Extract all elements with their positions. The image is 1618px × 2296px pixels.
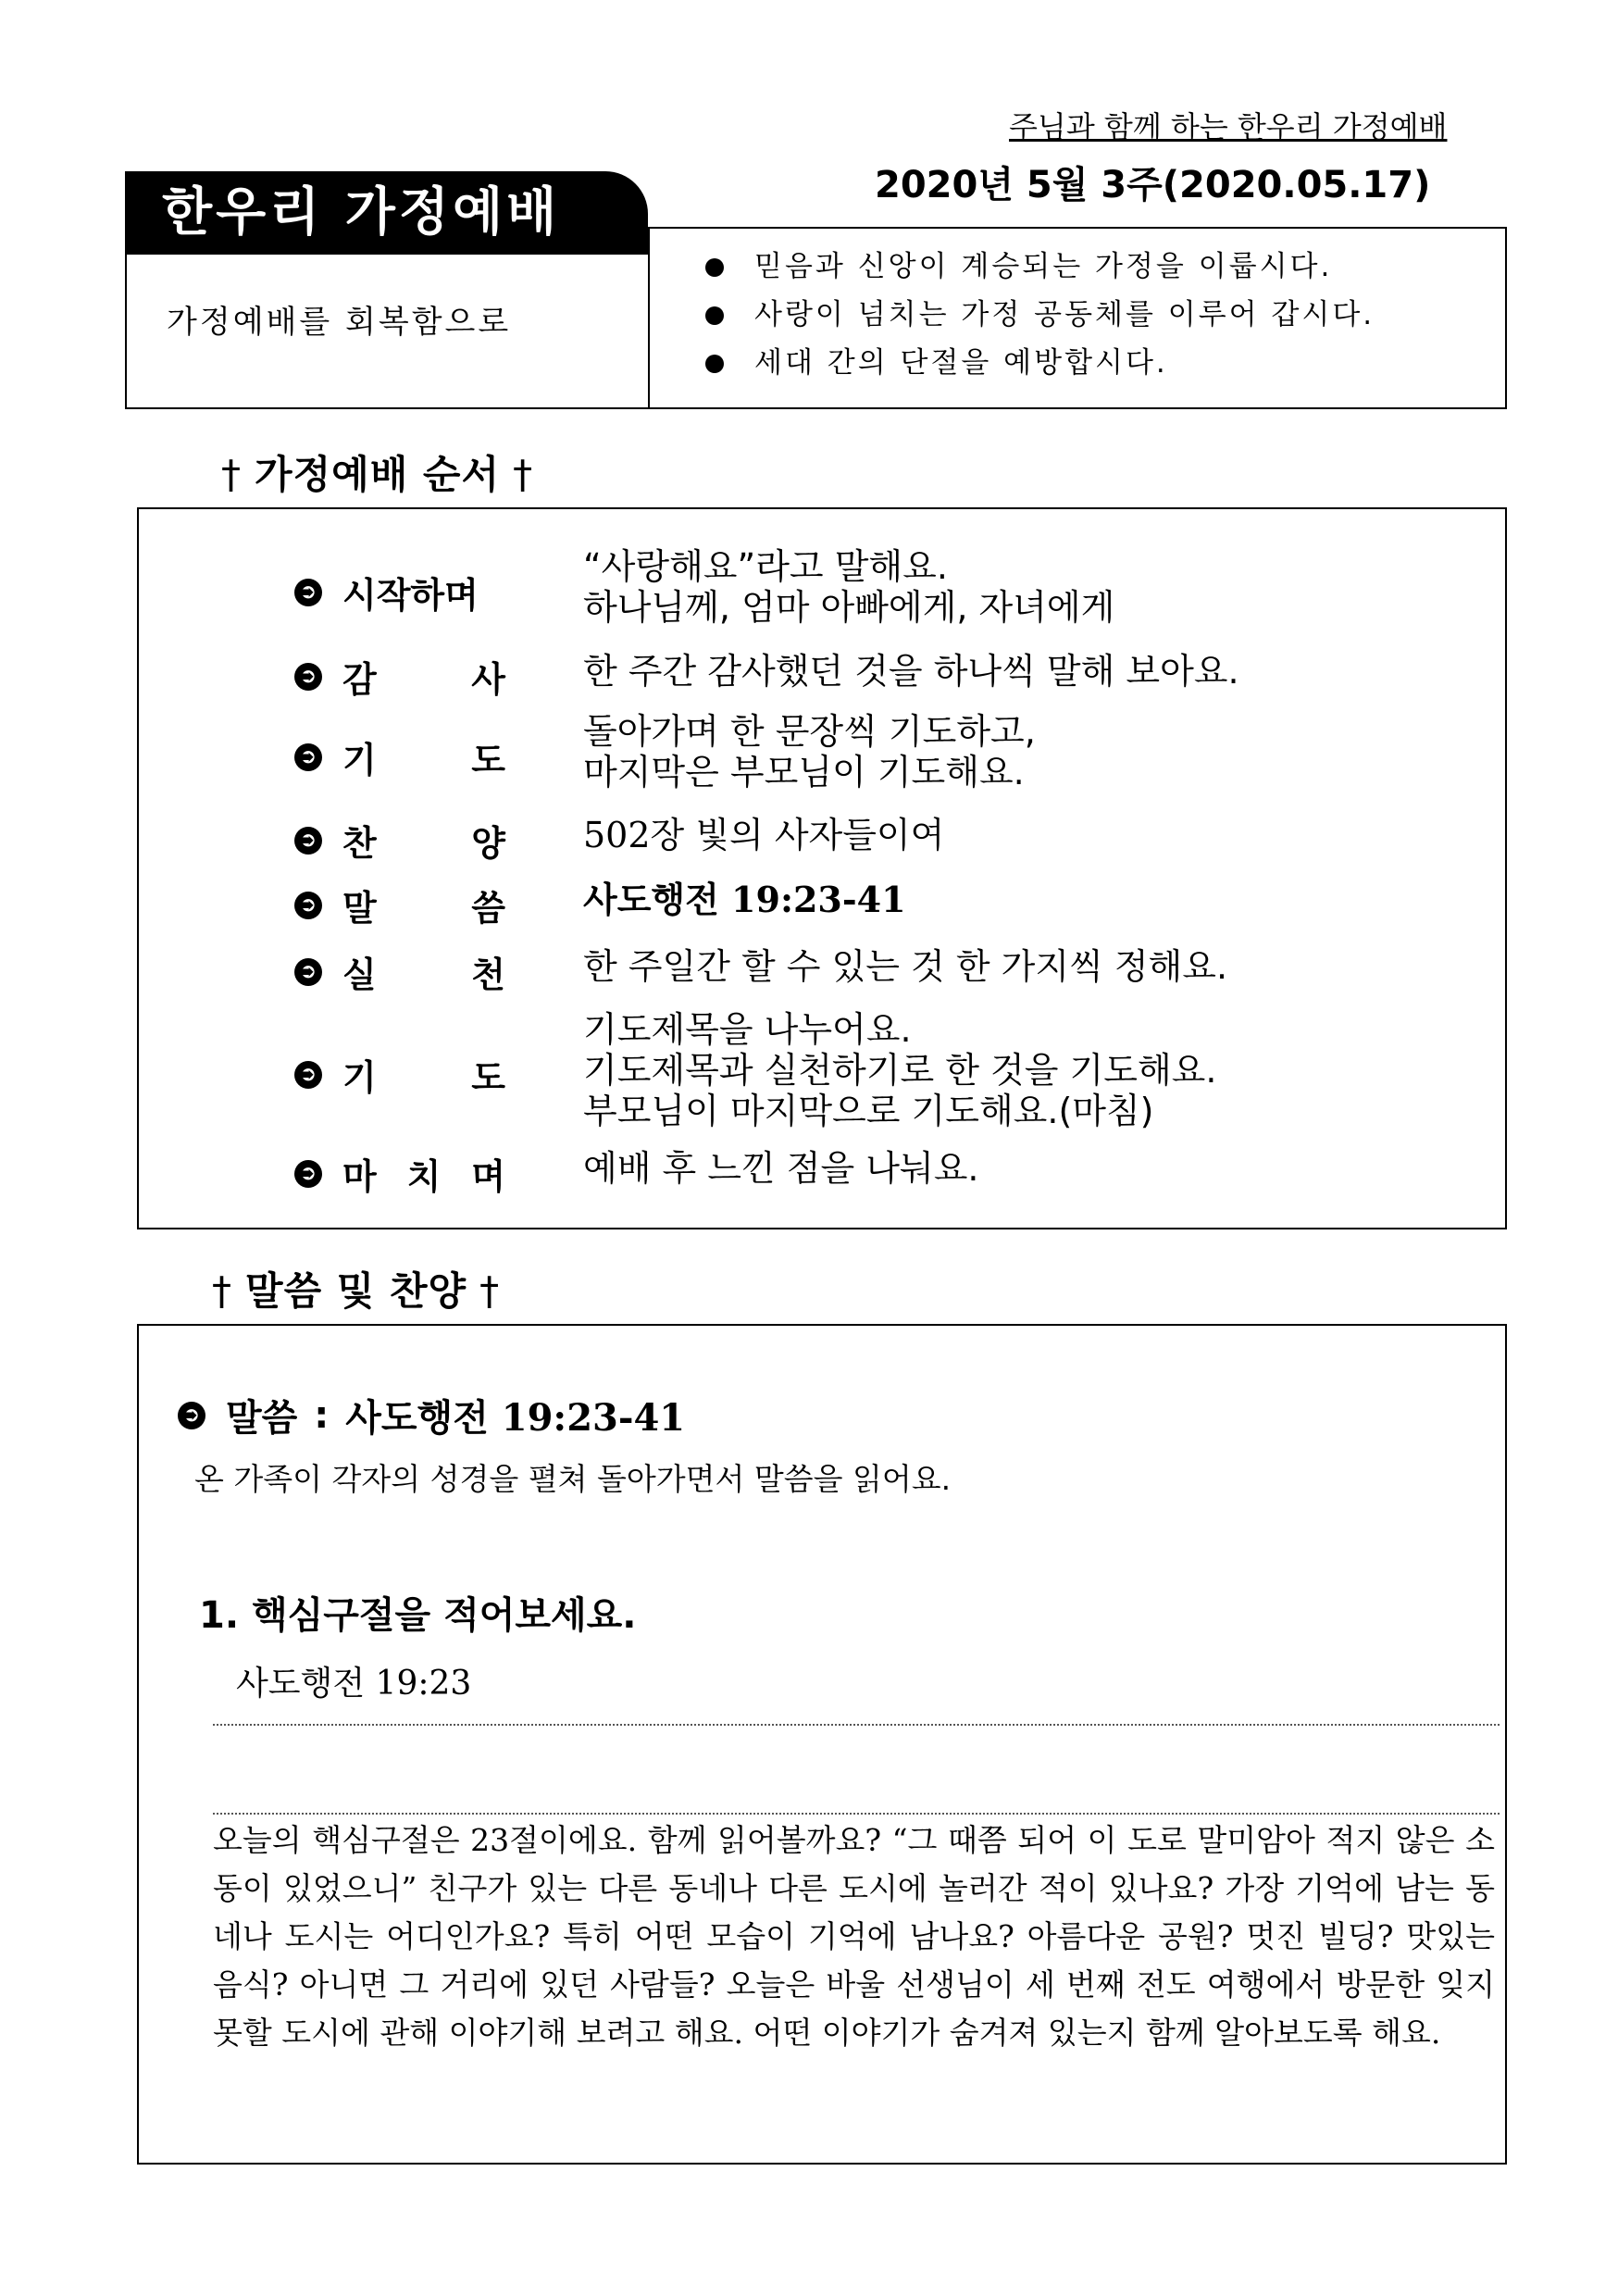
order-line: 한 주간 감사했던 것을 하나씩 말해 보아요.	[583, 651, 1239, 692]
order-label-text: 기 도	[342, 740, 505, 780]
arrow-icon: ➲	[294, 1061, 322, 1089]
order-text-hymn	[583, 815, 944, 855]
order-label-start	[294, 567, 505, 618]
order-line: 부모님이 마지막으로 기도해요.(마침)	[583, 1091, 1154, 1131]
goal-text: 사랑이 넘치는 가정 공동체를 이루어 갑시다.	[754, 298, 1375, 331]
order-label-text: 말 씀	[342, 888, 505, 929]
order-text-prayer	[583, 711, 1036, 792]
order-line: 마지막은 부모님이 기도해요.	[583, 752, 1025, 792]
goal-text: 세대 간의 단절을 예방합시다.	[754, 346, 1168, 380]
order-line: 사도행전 19:23-41	[583, 879, 906, 920]
order-line: 돌아가며 한 문장씩 기도하고,	[583, 711, 1036, 752]
goals-list	[703, 243, 1375, 387]
order-text-start	[583, 546, 1114, 628]
order-line: 기도제목과 실천하기로 한 것을 기도해요.	[583, 1050, 1217, 1091]
bullet-icon	[705, 306, 724, 325]
order-line: 한 주일간 할 수 있는 것 한 가지씩 정해요.	[583, 946, 1228, 987]
order-label-prayer-2	[294, 1049, 505, 1100]
order-text-practice	[583, 946, 1227, 987]
order-label-text: 시작하며	[342, 575, 479, 616]
motto: 가정예배를 회복함으로	[167, 304, 512, 341]
word-scripture: 사도행전 19:23-41	[345, 1396, 686, 1440]
order-label-text: 마 치 며	[342, 1156, 505, 1197]
arrow-icon: ➲	[178, 1402, 205, 1429]
word-heading	[178, 1389, 685, 1441]
dagger-icon: †	[221, 452, 242, 497]
answer-line	[213, 1813, 1500, 1815]
order-label-practice	[294, 946, 505, 997]
order-label-text: 실 천	[342, 955, 505, 995]
devotional-paragraph: 오늘의 핵심구절은 23절이에요. 함께 읽어볼까요? “그 때쯤 되어 이 도로 말미암아 적지 않은 소동이 있었으니” 친구가 있는 다른 동네나 다른 도시에 놀러간 적이 있나요? 가장 기억에 남는 동네나 도시는 어디인가요? 특히 어떤 모습이 기억에 남나요? 아름다운 공원? 멋진 빌딩? 맛있는 음식? 아니면 그 거리에 있던 사람들? 오늘은 바울 선생님이 세 번째 전도 여행에서 방문한 잊지 못할 도시에 관해 이야기해 보려고 해요. 어떤 이야기가 숨겨져 있는지 함께 알아보도록 해요.	[213, 1822, 1495, 2051]
order-label-text: 찬 양	[342, 823, 505, 864]
order-text-word	[583, 880, 906, 920]
word-separator: :	[314, 1393, 330, 1437]
arrow-icon: ➲	[294, 892, 322, 919]
order-label-text: 기 도	[342, 1057, 505, 1098]
order-label-closing	[294, 1148, 505, 1199]
order-text-prayer-2	[583, 1009, 1216, 1131]
bullet-icon	[705, 258, 724, 277]
order-text-thanks	[583, 651, 1239, 692]
dagger-icon: †	[212, 1268, 232, 1314]
order-line: 예배 후 느낀 점을 나눠요.	[583, 1148, 979, 1189]
question-heading: 1. 핵심구절을 적어보세요.	[199, 1594, 637, 1637]
key-verse-reference: 사도행전 19:23	[236, 1665, 472, 1703]
goal-item	[703, 339, 1375, 387]
goal-item	[703, 291, 1375, 339]
word-section-title	[199, 1261, 513, 1316]
order-line: “사랑해요”라고 말해요.	[583, 546, 948, 587]
goal-text: 믿음과 신앙이 계승되는 가정을 이룹시다.	[754, 250, 1333, 283]
goal-item	[703, 243, 1375, 291]
dagger-icon: †	[479, 1268, 501, 1314]
order-line: 기도제목을 나누어요.	[583, 1009, 912, 1050]
order-text-closing	[583, 1148, 978, 1189]
arrow-icon: ➲	[294, 579, 322, 606]
bullet-icon	[705, 355, 724, 373]
order-line: 하나님께, 엄마 아빠에게, 자녀에게	[583, 587, 1115, 628]
order-section-title	[208, 444, 546, 500]
reading-instruction: 온 가족이 각자의 성경을 펼쳐 돌아가면서 말씀을 읽어요.	[194, 1461, 952, 1497]
arrow-icon: ➲	[294, 1160, 322, 1188]
arrow-icon: ➲	[294, 827, 322, 855]
worship-date: 2020년 5월 3주(2020.05.17)	[875, 164, 1431, 206]
order-line: 502장 빛의 사자들이여	[583, 815, 945, 855]
order-label-prayer	[294, 731, 505, 782]
word-label: 말씀	[226, 1397, 298, 1440]
order-label-text: 감 사	[342, 659, 505, 700]
arrow-icon: ➲	[294, 958, 322, 986]
worship-subtitle: 주님과 함께 하는 한우리 가정예배	[1009, 109, 1448, 144]
order-label-word	[294, 880, 505, 930]
order-label-hymn	[294, 815, 505, 866]
order-label-thanks	[294, 651, 505, 702]
header-divider	[648, 227, 650, 409]
order-title-text: 가정예배 순서	[255, 452, 501, 497]
answer-line	[213, 1724, 1500, 1726]
arrow-icon: ➲	[294, 743, 322, 771]
dagger-icon: †	[513, 452, 534, 497]
word-title-text: 말씀 및 찬양	[245, 1268, 467, 1314]
page-title: 한우리 가정예배	[125, 171, 648, 255]
arrow-icon: ➲	[294, 663, 322, 691]
